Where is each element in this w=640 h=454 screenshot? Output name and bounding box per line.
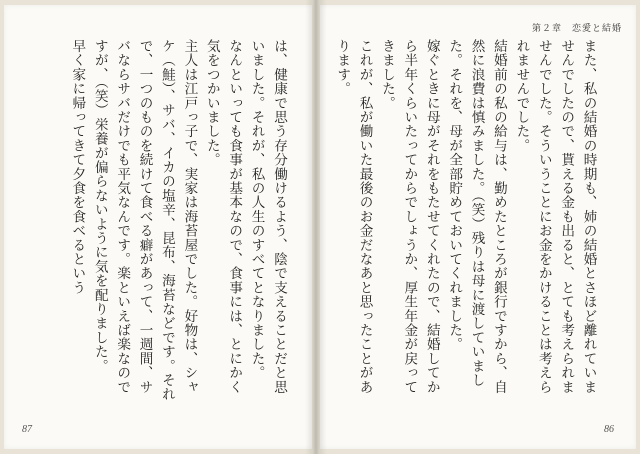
right-page-number: 86 [604, 424, 614, 435]
left-page-number: 87 [22, 424, 32, 435]
right-page-text [326, 39, 622, 407]
chapter-header: 第２章 恋愛と結婚 [531, 24, 622, 34]
left-page-text: は、健康で思う存分働けるよう、陰で支えることだと思いました。それが、私の人生のすべてとなりました。 なんといっても食事が基本なので、食事には、とにかく気をつかいました。 主人は江戸っ子で、実家は海苔屋でした。好物は、シャケ（鮭）、サバ、イカの塩辛、昆布、海苔などです。それで、一つのものを続けて食べる癖があって、一週間、サバならサバだけでも平気なんです。楽といえば楽なのですが、（笑）栄養が偏らないように気を配りました。 早く家に帰ってきて夕食を食べるという [69, 39, 287, 402]
right-page-text-part1: また、私の結婚の時期も、姉の結婚とさほど離れていませんでしたので、貰える金も出ると、とても考えられませんでした。そういうことにお金をかけることは考えられませんでした。 結婚前の私の給与は、勤めたところが銀行ですから、自然に浪費は慎みました。（笑）残りは母に渡していました。それを、母が全部貯めておいてくれました。 嫁ぐときに母がそれをもたせてくれたので、結婚してから半年くらいたってからでしょうか、厚生年金が戻ってきました。 これが、私が働いた最後のお金だなあと思ったことがあります。 [334, 39, 597, 394]
right-page [320, 5, 636, 449]
left-page [4, 5, 312, 449]
